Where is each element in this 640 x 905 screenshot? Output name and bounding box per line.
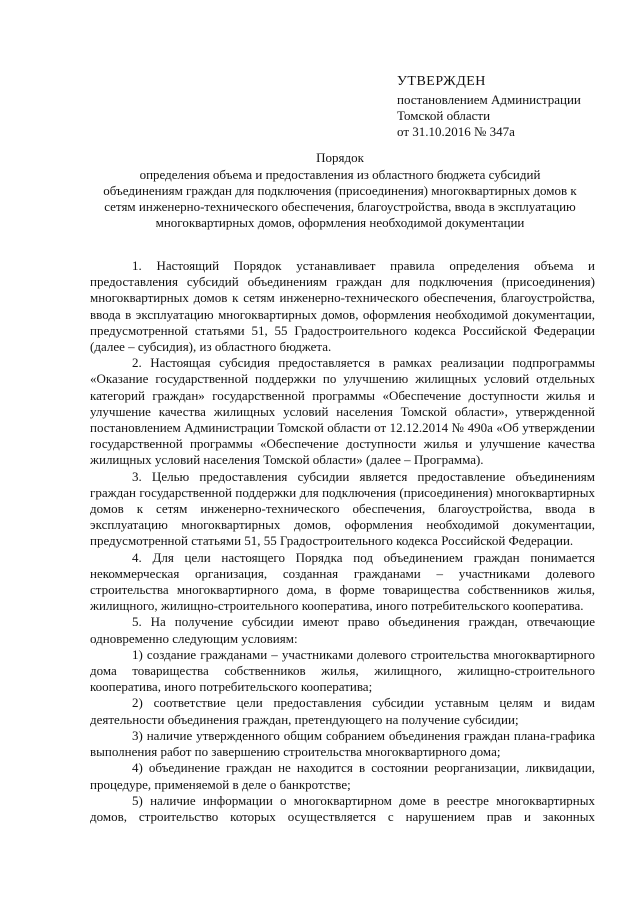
approval-stamp: [397, 74, 627, 140]
document-body: [90, 258, 595, 825]
paragraph-5: 5. На получение субсидии имеют право объединения граждан, отвечающие одновременно следующим условиям:: [90, 614, 595, 646]
document-subtitle: определения объема и предоставления из областного бюджета субсидий объединениям граждан для подключения (присоединения) многоквартирных домов к сетям инженерно-технического обеспечения, благоустройства, ввода в эксплуатацию многоквартирных домов, оформления необходимой документации: [103, 167, 577, 230]
approval-line-3: от 31.10.2016 № 347а: [397, 124, 515, 139]
condition-4: 4) объединение граждан не находится в состоянии реорганизации, ликвидации, процедуре, применяемой в деле о банкротстве;: [90, 760, 595, 792]
condition-2: 2) соответствие цели предоставления субсидии уставным целям и видам деятельности объединения граждан, претендующего на получение субсидии;: [90, 695, 595, 727]
approval-title: УТВЕРЖДЕН: [397, 74, 486, 89]
condition-3: 3) наличие утвержденного общим собранием объединения граждан плана-графика выполнения работ по завершению строительства многоквартирного дома;: [90, 727, 595, 760]
paragraph-3: 3. Целью предоставления субсидии является предоставление объединениям граждан государственной поддержки для подключения (присоединения) многоквартирных домов к сетям инженерно-технического обеспечения, благоустройства, ввода в эксплуатацию многоквартирных домов, оформления необходимой документации, предусмотренной статьями 51, 55 Градостроительного кодекса Российской Федерации.: [90, 468, 595, 549]
approval-line-2: Томской области: [397, 108, 491, 123]
paragraph-1: 1. Настоящий Порядок устанавливает правила определения объема и предоставления субсидий объединениям граждан для подключения (присоединения) многоквартирных домов к сетям инженерно-технического обеспечения, благоустройства, ввода в эксплуатацию многоквартирных домов, оформления необходимой документации, предусмотренной статьями 51, 55 Градостроительного кодекса Российской Федерации (далее – субсидия), из областного бюджета.: [90, 258, 595, 355]
condition-1: 1) создание гражданами – участниками долевого строительства многоквартирного дома товарищества собственников жилья, жилищного, жилищно-строительного кооператива, иного потребительского кооператива;: [90, 646, 595, 695]
document-title: Порядок: [316, 150, 364, 165]
paragraph-2: 2. Настоящая субсидия предоставляется в рамках реализации подпрограммы «Оказание государственной поддержки по улучшению жилищных условий отдельных категорий граждан» государственной программы «Обеспечение доступности жилья и улучшение качества жилищных условий населения Томской области», утвержденной постановлением Администрации Томской области от 12.12.2014 № 490а «Об утверждении государственной программы «Обеспечение доступности жилья и улучшение качества жилищных условий населения Томской области» (далее – Программа).: [90, 355, 595, 468]
condition-5: 5) наличие информации о многоквартирном доме в реестре многоквартирных домов, строительство которых осуществляется с нарушением прав и законных: [90, 792, 595, 824]
document-heading: [100, 150, 580, 231]
paragraph-4: 4. Для цели настоящего Порядка под объединением граждан понимается некоммерческая организация, созданная гражданами – участниками долевого строительства многоквартирного дома, в форме товарищества собственников жилья, жилищного, жилищно-строительного кооператива, иного потребительского кооператива.: [90, 549, 595, 614]
approval-line-1: постановлением Администрации: [397, 92, 581, 107]
